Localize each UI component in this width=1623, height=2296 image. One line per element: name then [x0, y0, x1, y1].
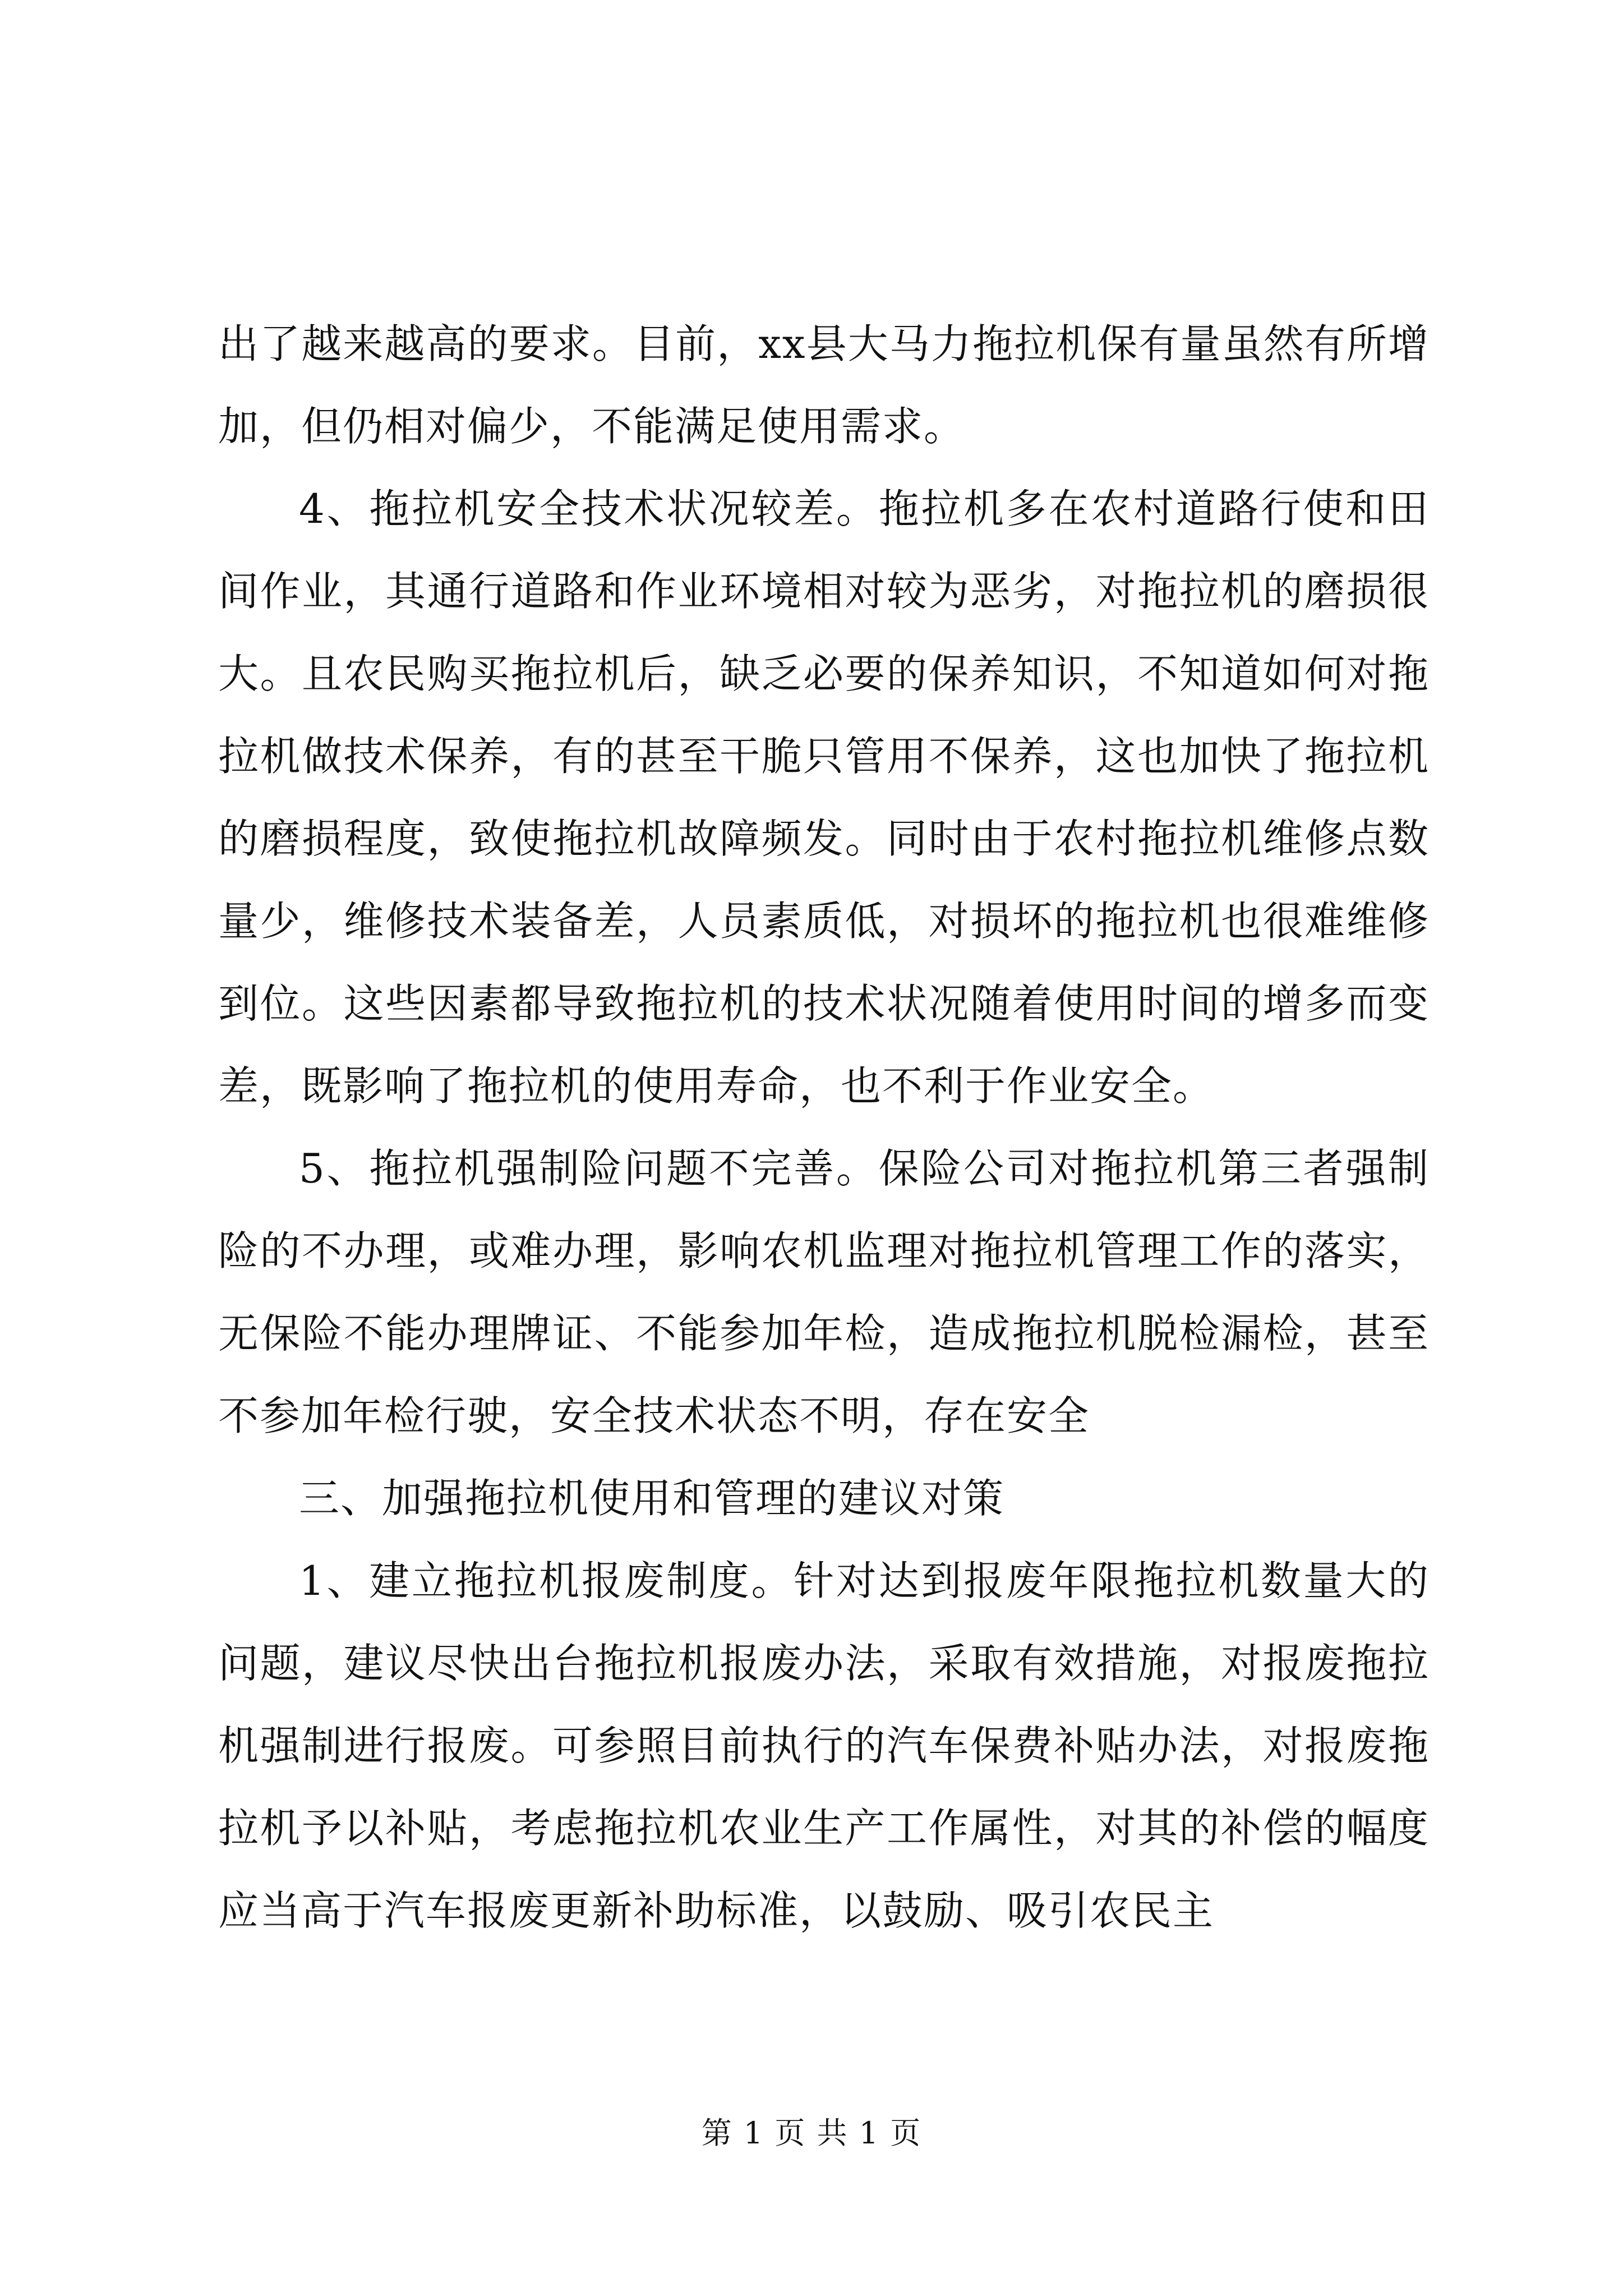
page-number-footer: 第 1 页 共 1 页 [701, 2115, 922, 2151]
paragraph-item-5: 5、拖拉机强制险问题不完善。保险公司对拖拉机第三者强制险的不办理，或难办理，影响农机监理对拖拉机管理工作的落实，无保险不能办理牌证、不能参加年检，造成拖拉机脱检漏检，甚至不参加年检行驶，安全技术状态不明，存在安全 [218, 1145, 1430, 1439]
document-body [218, 303, 1430, 1952]
paragraph-item-4: 4、拖拉机安全技术状况较差。拖拉机多在农村道路行使和田间作业，其通行道路和作业环境相对较为恶劣，对拖拉机的磨损很大。且农民购买拖拉机后，缺乏必要的保养知识，不知道如何对拖拉机做技术保养，有的甚至干脆只管用不保养，这也加快了拖拉机的磨损程度，致使拖拉机故障频发。同时由于农村拖拉机维修点数量少，维修技术装备差，人员素质低，对损坏的拖拉机也很难维修到位。这些因素都导致拖拉机的技术状况随着使用时间的增多而变差，既影响了拖拉机的使用寿命，也不利于作业安全。 [218, 485, 1430, 1110]
section-heading: 三、加强拖拉机使用和管理的建议对策 [299, 1475, 1005, 1522]
paragraph-item-1: 1、建立拖拉机报废制度。针对达到报废年限拖拉机数量大的问题，建议尽快出台拖拉机报废办法，采取有效措施，对报废拖拉机强制进行报废。可参照目前执行的汽车保费补贴办法，对报废拖拉机予以补贴，考虑拖拉机农业生产工作属性，对其的补偿的幅度应当高于汽车报废更新补助标准，以鼓励、吸引农民主 [218, 1557, 1430, 1934]
paragraph-continuation: 出了越来越高的要求。目前，xx县大马力拖拉机保有量虽然有所增加，但仍相对偏少，不能满足使用需求。 [218, 320, 1430, 450]
